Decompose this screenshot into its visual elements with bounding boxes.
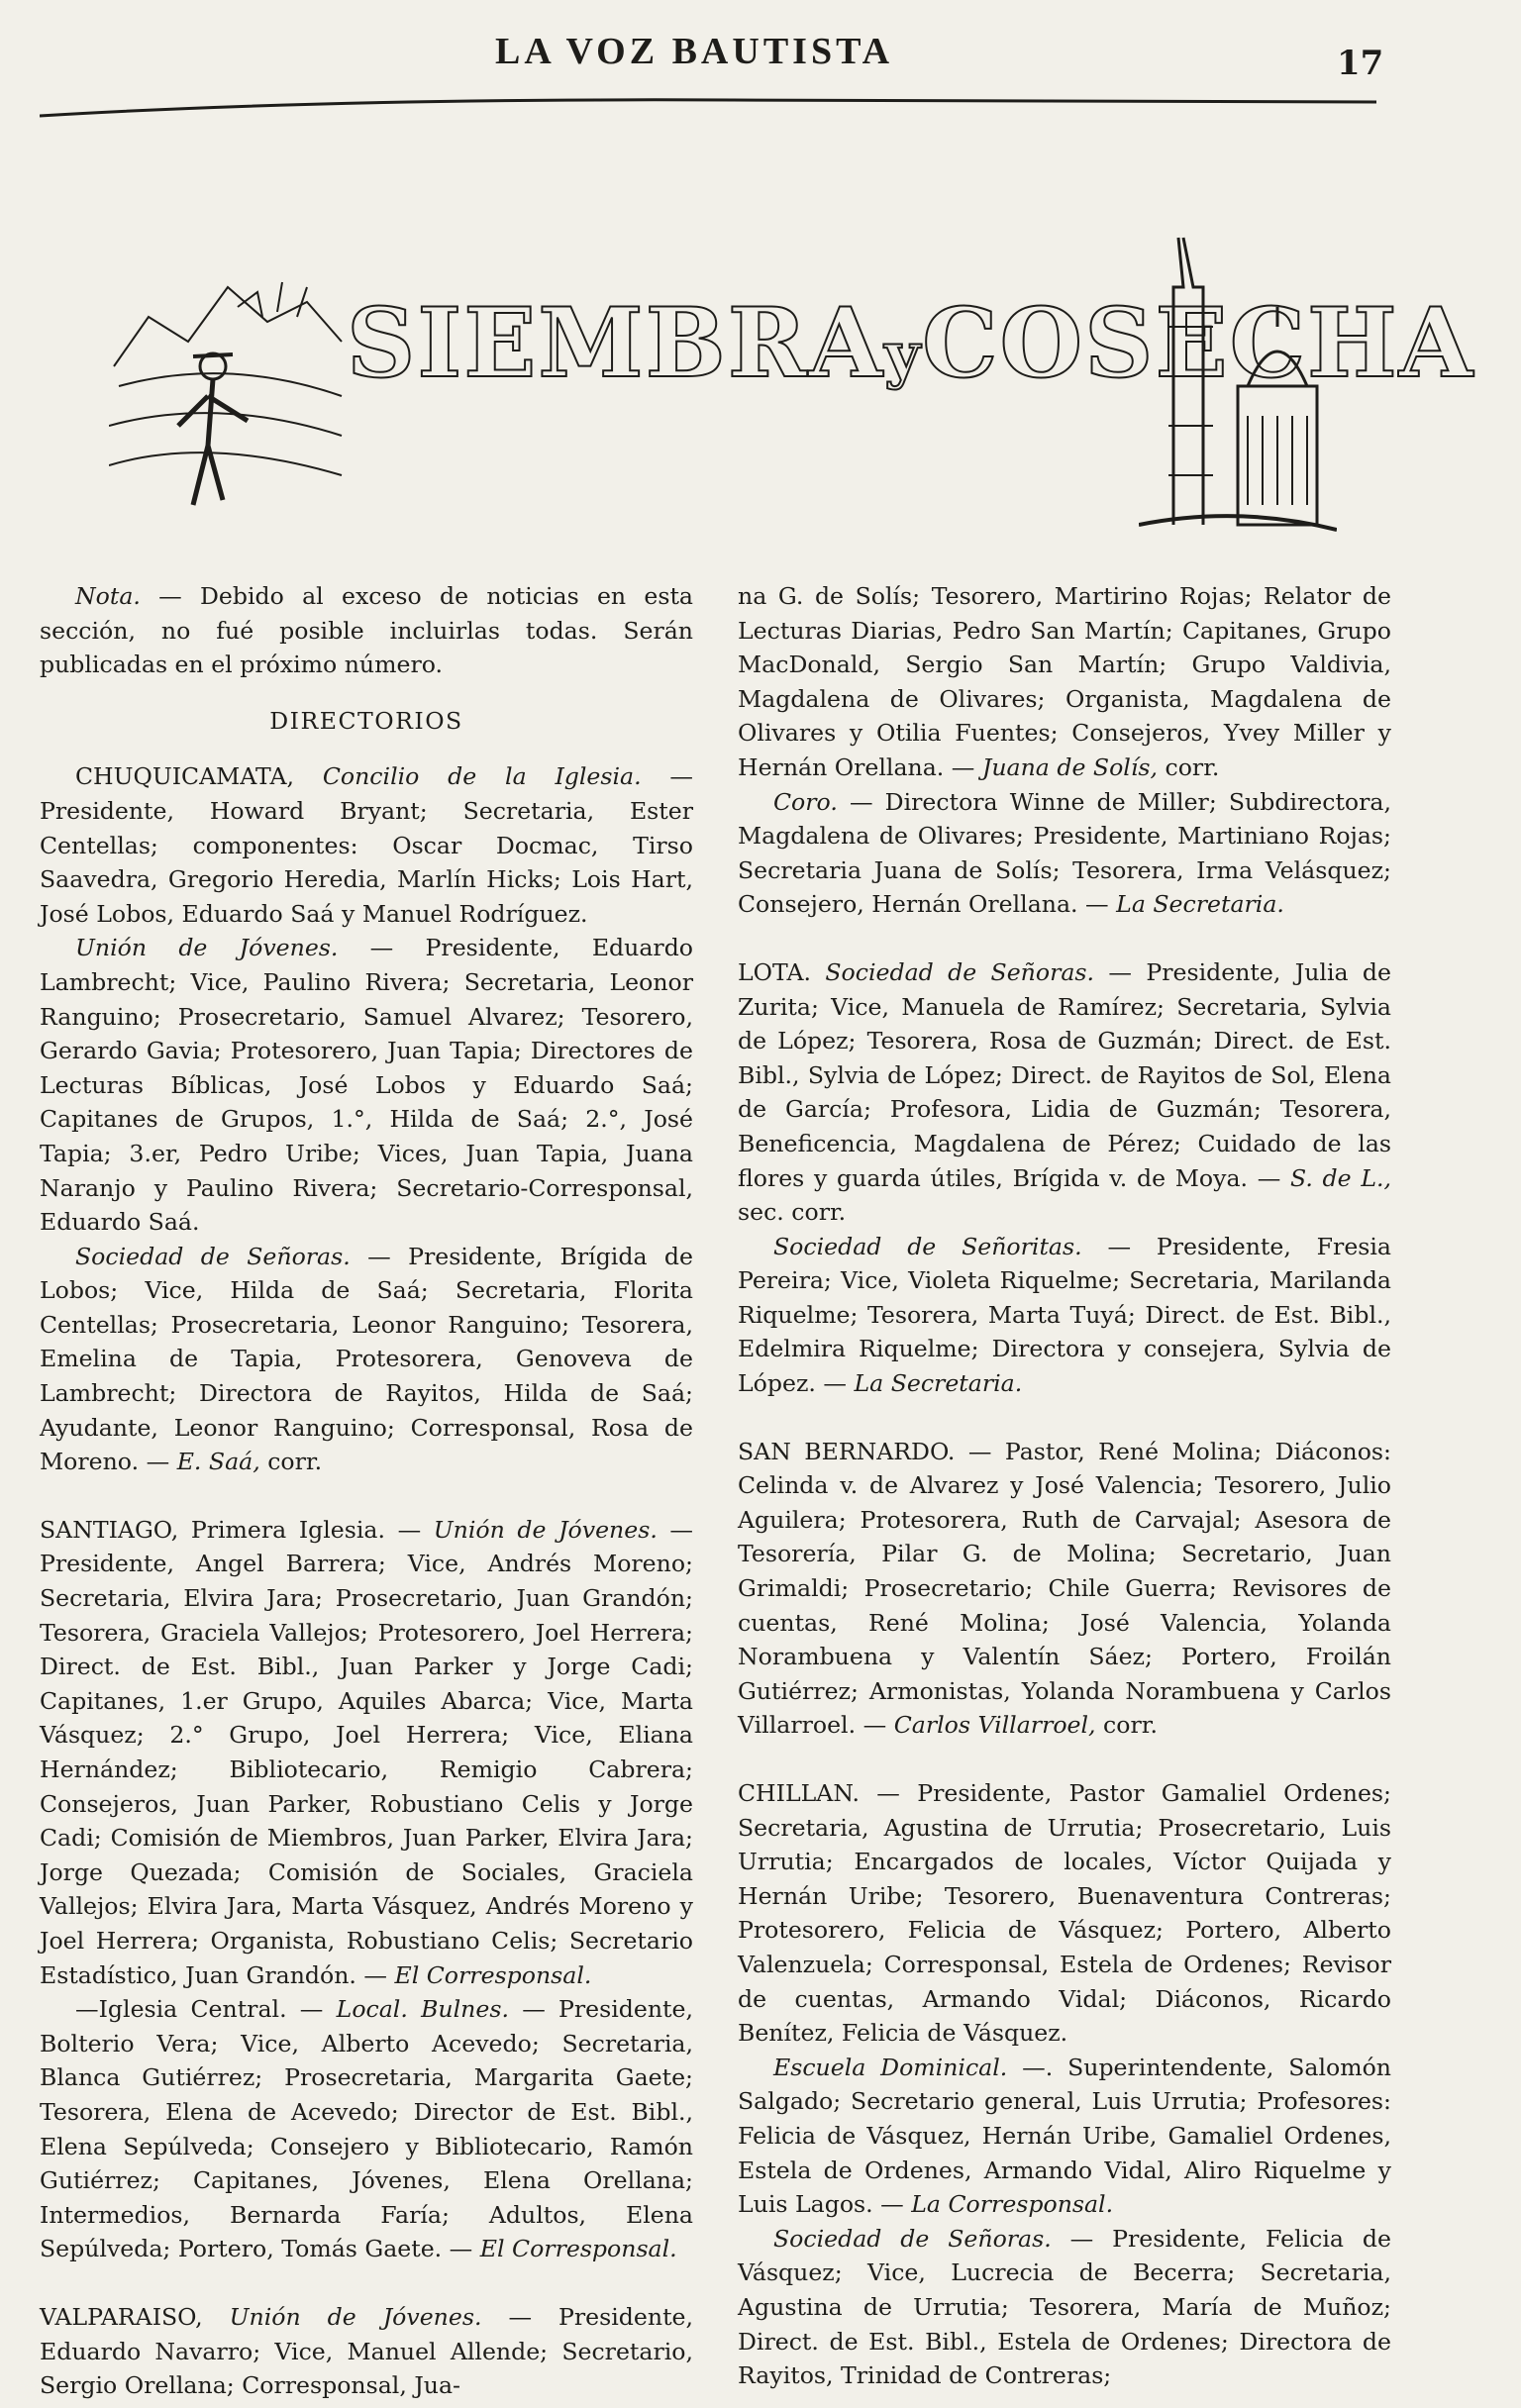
lota-corr: sec. corr.: [738, 1198, 847, 1227]
left-column: [40, 579, 693, 2403]
running-title: LA VOZ BAUTISTA: [495, 31, 894, 72]
senoritas-text: — Presidente, Fresia Pereira; Vice, Violeta Riquelme; Secretaria, Marilanda Riquelme; Tesorera, Marta Tuyá; Direct. de Est. Bibl., Edelmira Riquelme; Directora y consejera, Sylvia de López. —: [738, 1232, 1392, 1398]
cont-text: na G. de Solís; Tesorero, Martirino Rojas; Relator de Lecturas Diarias, Pedro San Martín; Capitanes, Grupo MacDonald, Sergio San Martín; Grupo Valdivia, Magdalena de Olivares; Organista, Magdalena de Olivares y Otilia Fuentes; Consejeros, Yvey Miller y Hernán Orellana. —: [738, 582, 1391, 781]
valparaiso-org: Unión de Jóvenes.: [229, 2302, 482, 2331]
escuela-signature: La Corresponsal.: [911, 2190, 1114, 2219]
chuquicamata-text: — Presidente, Howard Bryant; Secretaria, Ester Centellas; componentes: Oscar Docmac, Tirso Saavedra, Gregorio Heredia, Marlín Hicks; Lois Hart, José Lobos, Eduardo Saá y Manuel Rodríguez.: [40, 762, 694, 928]
page-number: 17: [1337, 44, 1384, 83]
sociedad-label: Sociedad de Señoras.: [75, 1242, 351, 1270]
coro-text: — Directora Winne de Miller; Subdirectora, Magdalena de Olivares; Presidente, Martiniano Rojas; Secretaria Juana de Solís; Tesorera, Irma Velásquez; Consejero, Hernán Orellana. —: [738, 787, 1391, 919]
header-rule: [40, 94, 1376, 134]
coro-paragraph: [738, 785, 1391, 922]
senoritas-signature: La Secretaria.: [854, 1369, 1023, 1398]
santiago-text: — Presidente, Angel Barrera; Vice, Andrés Moreno; Secretaria, Elvira Jara; Prosecretario, Juan Grandón; Tesorera, Graciela Vallejos; Protesorero, Joel Herrera; Direct. de Est. Bibl., Juan Parker y Jorge Cadi; Capitanes, 1.er Grupo, Aquiles Abarca; Vice, Marta Vásquez; 2.° Grupo, Joel Herrera; Vice, Eliana Hernández; Bibliotecario, Remigio Cabrera; Consejeros, Juan Parker, Robustiano Celis y Jorge Cadi; Comisión de Miembros, Juan Parker, Elvira Jara; Jorge Quezada; Comisión de Sociales, Graciela Vallejos; Elvira Jara, Marta Vásquez, Andrés Moreno y Joel Herrera; Organista, Robustiano Celis; Secretario Estadístico, Juan Grandón. —: [40, 1515, 694, 1989]
note-label: Nota.: [75, 582, 141, 610]
lota-paragraph: [738, 955, 1391, 1230]
escuela-text: —. Superintendente, Salomón Salgado; Secretario general, Luis Urrutia; Profesores: Felicia de Vásquez, Hernán Uribe, Gamaliel Ordenes, Estela de Ordenes, Armando Vidal, Aliro Riquelme y Luis Lagos. —: [738, 2053, 1391, 2219]
santiago-org-plain: Primera Iglesia. —: [178, 1515, 434, 1544]
central-prefix: —Iglesia Central. —: [75, 1995, 337, 2024]
senoritas-label: Sociedad de Señoritas.: [773, 1232, 1082, 1260]
santiago-signature: El Corresponsal.: [394, 1960, 592, 1989]
san-bernardo-corr: corr.: [1095, 1711, 1158, 1740]
section-heading: DIRECTORIOS: [269, 706, 463, 735]
escuela-label: Escuela Dominical.: [773, 2053, 1008, 2081]
chuquicamata-org: Concilio de la Iglesia.: [322, 762, 642, 791]
lota-place: LOTA.: [738, 957, 811, 986]
san-bernardo-place: SAN BERNARDO.: [738, 1437, 956, 1465]
central-org: Local. Bulnes.: [336, 1995, 509, 2024]
sociedad-senoras-paragraph: [40, 1240, 693, 1479]
chillan-paragraph: [738, 1776, 1391, 2051]
union-label: Unión de Jóvenes.: [75, 934, 339, 962]
senoritas-paragraph: [738, 1230, 1391, 1401]
chillan-place: CHILLAN.: [738, 1779, 860, 1807]
senoras-chillan-paragraph: [738, 2222, 1391, 2393]
senoras2-text: — Presidente, Felicia de Vásquez; Vice, Lucrecia de Becerra; Secretaria, Agustina de Urrutia; Tesorera, María de Muñoz; Direct. de Est. Bibl., Estela de Ordenes; Directora de Rayitos, Trinidad de Contreras;: [738, 2224, 1391, 2390]
page-header: [0, 0, 1521, 129]
sociedad-signature: E. Saá,: [176, 1448, 260, 1476]
lota-text: — Presidente, Julia de Zurita; Vice, Manuela de Ramírez; Secretaria, Sylvia de López; Tesorera, Rosa de Guzmán; Direct. de Est. Bibl., Sylvia de López; Direct. de Rayitos de Sol, Elena de García; Profesora, Lidia de Guzmán; Tesorera, Beneficencia, Magdalena de Pérez; Cuidado de las flores y guarda útiles, Brígida v. de Moya. —: [738, 957, 1391, 1192]
right-column: [738, 579, 1391, 2393]
banner-title-siembra: SIEMBRA: [347, 287, 885, 399]
chuquicamata-paragraph: [40, 759, 693, 931]
sower-field-illustration: [109, 248, 347, 545]
san-bernardo-text: — Pastor, René Molina; Diáconos: Celinda v. de Alvarez y José Valencia; Tesorero, Julio Aguilera; Protesorera, Ruth de Carvajal; Asesora de Tesorería, Pilar G. de Molina; Secretario, Juan Grimaldi; Prosecretario; Chile Guerra; Revisores de cuentas, René Molina; José Valencia, Yolanda Norambuena y Valentín Sáez; Portero, Froilán Gutiérrez; Armonistas, Yolanda Norambuena y Carlos Villarroel. —: [738, 1437, 1391, 1740]
valparaiso-continued: [738, 579, 1391, 785]
santiago-org: Unión de Jóvenes.: [433, 1515, 658, 1544]
valparaiso-text: — Presidente, Eduardo Navarro; Vice, Manuel Allende; Secretario, Sergio Orellana; Corresponsal, Jua-: [40, 2302, 694, 2400]
san-bernardo-paragraph: [738, 1435, 1391, 1743]
central-text: — Presidente, Bolterio Vera; Vice, Alberto Acevedo; Secretaria, Blanca Gutiérrez; Prosecretaria, Margarita Gaete; Tesorera, Elena de Acevedo; Director de Est. Bibl., Elena Sepúlveda; Consejero y Bibliotecario, Ramón Gutiérrez; Capitanes, Jóvenes, Elena Orellana; Intermedios, Bernarda Faría; Adultos, Elena Sepúlveda; Portero, Tomás Gaete. —: [40, 1995, 694, 2263]
santiago-paragraph: [40, 1513, 693, 1992]
banner-title: [347, 287, 1475, 399]
coro-label: Coro.: [773, 787, 838, 816]
cathedral-illustration: [1139, 228, 1337, 545]
note-text: — Debido al exceso de noticias en esta sección, no fué posible incluirlas todas. Serán publicadas en el próximo número.: [40, 582, 693, 679]
cont-corr: corr.: [1158, 752, 1220, 781]
union-jovenes-paragraph: [40, 931, 693, 1239]
senoras2-label: Sociedad de Señoras.: [773, 2224, 1052, 2253]
lota-signature: S. de L.,: [1290, 1163, 1391, 1192]
union-text: — Presidente, Eduardo Lambrecht; Vice, Paulino Rivera; Secretaria, Leonor Ranguino; Prosecretario, Samuel Alvarez; Tesorero, Gerardo Gavia; Protesorero, Juan Tapia; Directores de Lecturas Bíblicas, José Lobos y Eduardo Saá; Capitanes de Grupos, 1.°, Hilda de Saá; 2.°, José Tapia; 3.er, Pedro Uribe; Vices, Juan Tapia, Juana Naranjo y Paulino Rivera; Secretario-Corresponsal, Eduardo Saá.: [40, 934, 693, 1237]
note-paragraph: [40, 579, 693, 682]
sociedad-text: — Presidente, Brígida de Lobos; Vice, Hilda de Saá; Secretaria, Florita Centellas; Prosecretaria, Leonor Ranguino; Tesorera, Emelina de Tapia, Protesorera, Genoveva de Lambrecht; Directora de Rayitos, Hilda de Saá; Ayudante, Leonor Ranguino; Corresponsal, Rosa de Moreno. —: [40, 1242, 693, 1476]
central-signature: El Corresponsal.: [479, 2235, 677, 2263]
sociedad-corr: corr.: [259, 1448, 323, 1476]
santiago-place: SANTIAGO,: [40, 1515, 179, 1544]
escuela-dominical-paragraph: [738, 2051, 1391, 2222]
lota-org: Sociedad de Señoras.: [825, 957, 1095, 986]
coro-signature: La Secretaria.: [1116, 890, 1284, 919]
chillan-text: — Presidente, Pastor Gamaliel Ordenes; Secretaria, Agustina de Urrutia; Prosecretario, Luis Urrutia; Encargados de locales, Víctor Quijada y Hernán Uribe; Tesorero, Buenaventura Contreras; Protesorero, Felicia de Vásquez; Portero, Alberto Valenzuela; Corresponsal, Estela de Ordenes; Revisor de cuentas, Armando Vidal; Diáconos, Ricardo Benítez, Felicia de Vásquez.: [738, 1779, 1391, 2048]
banner-title-cosecha: COSECHA: [922, 287, 1475, 399]
section-banner: [109, 228, 1475, 554]
banner-title-y: y: [884, 319, 923, 391]
valparaiso-paragraph: [40, 2300, 693, 2403]
chuquicamata-place: CHUQUICAMATA,: [75, 762, 295, 791]
valparaiso-place: VALPARAISO,: [40, 2302, 203, 2331]
san-bernardo-signature: Carlos Villarroel,: [893, 1711, 1096, 1740]
iglesia-central-paragraph: [40, 1992, 693, 2266]
cont-signature: Juana de Solís,: [981, 752, 1158, 781]
